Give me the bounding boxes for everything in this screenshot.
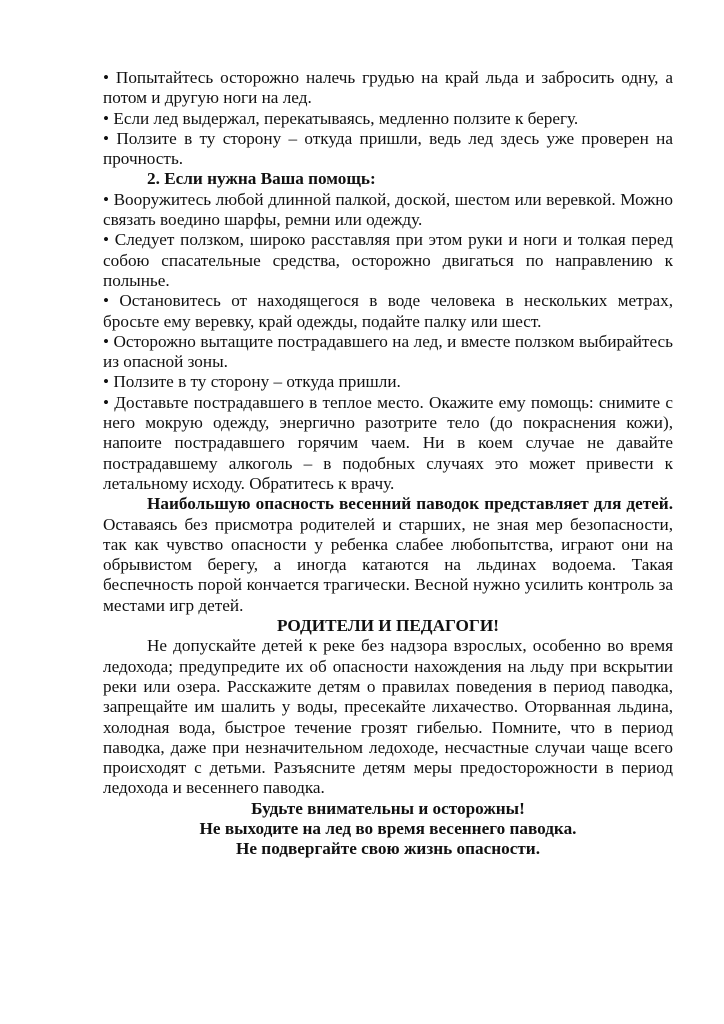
bullet-item: • Доставьте пострадавшего в теплое место. Окажите ему помощь: снимите с него мокрую одежду, энергично разотрите тело (до покраснения кожи), напоите пострадавшего горячим чаем. Ни в коем случае не давайте пострадавшему алкоголь – в подобных случаях это может привести к летальному исходу. Обратитесь к врачу.	[103, 393, 673, 494]
bullet-item: • Ползите в ту сторону – откуда пришли.	[103, 372, 673, 392]
bullet-item: • Остановитесь от находящегося в воде человека в нескольких метрах, бросьте ему веревку, край одежды, подайте палку или шест.	[103, 291, 673, 332]
children-paragraph	[103, 494, 673, 616]
bullet-item: • Ползите в ту сторону – откуда пришли, ведь лед здесь уже проверен на прочность.	[103, 129, 673, 170]
children-paragraph-lead: Наибольшую опасность весенний паводок представляет для детей.	[147, 494, 673, 514]
parents-heading: РОДИТЕЛИ И ПЕДАГОГИ!	[277, 616, 499, 636]
parents-paragraph: Не допускайте детей к реке без надзора взрослых, особенно во время ледохода; предупредите их об опасности нахождения на льду при вскрытии реки или озера. Расскажите детям о правилах поведения в период паводка, запрещайте им шалить у воды, пресекайте лихачество. Оторванная льдина, холодная вода, быстрое течение грозят гибелью. Помните, что в период паводка, даже при незначительном ледоходе, несчастные случаи чаще всего происходят с детьми. Разъясните детям меры предосторожности в период ледохода и весеннего паводка.	[103, 636, 673, 798]
children-paragraph-text: Оставаясь без присмотра родителей и старших, не зная мер безопасности, так как чувство опасности у ребенка слабее любопытства, играют они на обрывистом берегу, а иногда катаются на льдинах водоема. Такая беспечность порой кончается трагически. Весной нужно усилить контроль за местами игр детей.	[103, 514, 673, 615]
closing-line: Будьте внимательны и осторожны!	[251, 798, 525, 818]
bullet-item: • Следует ползком, широко расставляя при этом руки и ноги и толкая перед собою спасательные средства, осторожно двигаться по направлению к полынье.	[103, 230, 673, 291]
document-page	[103, 68, 673, 860]
closing-line: Не выходите на лед во время весеннего паводка.	[199, 818, 577, 838]
closing-line: Не подвергайте свою жизнь опасности.	[236, 839, 540, 859]
bullet-item: • Осторожно вытащите пострадавшего на лед, и вместе ползком выбирайтесь из опасной зоны.	[103, 332, 673, 373]
bullet-item: • Вооружитесь любой длинной палкой, доской, шестом или веревкой. Можно связать воедино шарфы, ремни или одежду.	[103, 190, 673, 231]
section-heading: 2. Если нужна Ваша помощь:	[147, 169, 376, 189]
bullet-item: • Если лед выдержал, перекатываясь, медленно ползите к берегу.	[103, 109, 673, 129]
bullet-item: • Попытайтесь осторожно налечь грудью на край льда и забросить одну, а потом и другую ноги на лед.	[103, 68, 673, 109]
